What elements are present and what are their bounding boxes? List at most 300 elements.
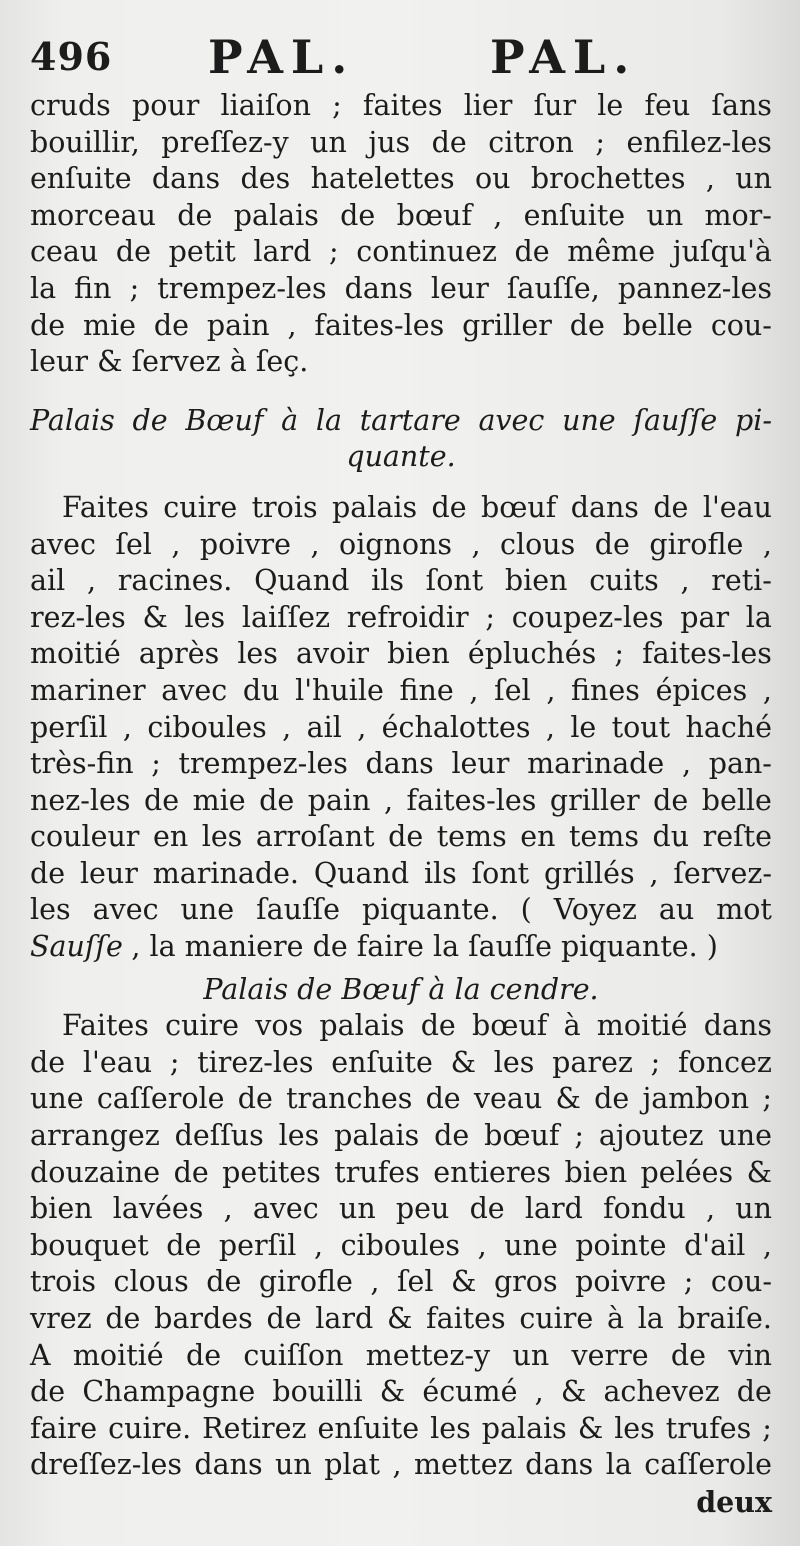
word: dans xyxy=(570,490,639,524)
word: clous xyxy=(113,1265,189,1299)
paragraph-1 xyxy=(30,88,772,381)
text-line xyxy=(30,161,772,198)
text-line xyxy=(30,88,772,125)
word: tems xyxy=(436,820,507,854)
word: Palais xyxy=(30,403,115,437)
word: moitié xyxy=(30,637,121,671)
text-line xyxy=(30,1191,772,1228)
word: tranches xyxy=(286,1082,413,1116)
word: deſſus xyxy=(174,1119,264,1153)
word: reti- xyxy=(711,564,772,598)
word: , xyxy=(282,710,292,744)
word: peu xyxy=(395,1192,450,1226)
text-line xyxy=(30,636,772,673)
word: faites-les xyxy=(406,783,537,817)
word: , xyxy=(370,1265,380,1299)
word: achevez xyxy=(603,1375,720,1409)
word: épices xyxy=(655,673,748,707)
word: de xyxy=(469,1192,505,1226)
word: ſervez- xyxy=(673,856,772,890)
word: poivre xyxy=(575,1265,667,1299)
word: douzaine xyxy=(30,1155,161,1189)
word: tirez-les xyxy=(197,1045,314,1079)
word: clous xyxy=(500,527,576,561)
word: échalottes xyxy=(381,710,531,744)
word: la xyxy=(30,271,57,305)
word: piquante. xyxy=(361,893,499,927)
word: belle xyxy=(701,783,772,817)
word: trois xyxy=(251,490,318,524)
word: après xyxy=(138,637,220,671)
text-line-rest: , la maniere de faire la ſauſſe piquante. ) xyxy=(131,930,718,964)
word: palais xyxy=(331,490,418,524)
word: ſel xyxy=(494,673,531,707)
word: & xyxy=(560,1375,587,1409)
text-line xyxy=(30,1118,772,1155)
word: arroſant xyxy=(255,820,375,854)
word: une xyxy=(504,1228,558,1262)
word: du xyxy=(242,673,280,707)
word: ciboules xyxy=(147,710,267,744)
word: pannez-les xyxy=(617,271,772,305)
word: la xyxy=(315,403,342,437)
word: de xyxy=(132,403,168,437)
word: caſſerole xyxy=(644,1448,772,1482)
word: lier xyxy=(463,89,513,122)
word: refroidir xyxy=(346,600,469,634)
text-line xyxy=(30,929,772,966)
word: de xyxy=(594,1082,630,1116)
word: feu xyxy=(644,89,691,122)
text-line xyxy=(30,856,772,893)
word: Voyez xyxy=(553,893,637,927)
word: tems xyxy=(568,820,639,854)
word: A xyxy=(30,1338,51,1372)
word: ſont xyxy=(425,564,484,598)
text-line xyxy=(30,1301,772,1338)
word: hatelettes xyxy=(310,162,455,196)
word: , xyxy=(762,527,772,561)
word: , xyxy=(680,564,690,598)
word: moitié xyxy=(596,1009,688,1043)
word: , xyxy=(534,1375,544,1409)
word: les xyxy=(184,600,226,634)
text-line xyxy=(30,344,772,381)
word: ceau xyxy=(30,235,99,269)
word: mettez-y xyxy=(365,1338,491,1372)
word: ; xyxy=(169,1045,180,1079)
text-line xyxy=(30,125,772,162)
word: , xyxy=(705,162,715,196)
word: de xyxy=(185,1338,222,1372)
word: petites xyxy=(222,1155,321,1189)
word: haché xyxy=(685,710,772,744)
word: bien xyxy=(387,637,450,671)
word: , xyxy=(493,198,503,232)
word: laiſſez xyxy=(241,600,331,634)
word: un xyxy=(512,1338,550,1372)
word: enſuite xyxy=(331,1045,433,1079)
word: ſel xyxy=(115,527,152,561)
word: pi- xyxy=(735,403,772,437)
text-line xyxy=(30,1411,772,1448)
word: ; xyxy=(574,1119,584,1153)
word: de xyxy=(30,1375,66,1409)
word: de xyxy=(30,856,66,890)
word: trempez-les xyxy=(157,271,327,305)
word: les xyxy=(201,820,243,854)
word: & xyxy=(555,1082,581,1116)
word: , xyxy=(171,527,181,561)
word: mor- xyxy=(704,198,772,232)
word: écumé xyxy=(422,1375,518,1409)
word: mariner xyxy=(30,673,146,707)
word: trempez-les xyxy=(178,747,348,781)
text-line xyxy=(30,1447,772,1484)
word: citron xyxy=(488,125,574,159)
word: à xyxy=(563,1009,581,1043)
word: lard xyxy=(524,1192,583,1226)
word: parez xyxy=(552,1045,633,1079)
word: ; xyxy=(595,125,605,159)
word: palais xyxy=(481,1411,567,1445)
word: du xyxy=(652,820,690,854)
word: , xyxy=(287,308,297,342)
word: dans xyxy=(151,162,221,196)
text-line xyxy=(30,563,772,600)
word: Champagne xyxy=(82,1375,256,1409)
word: , xyxy=(762,1228,772,1262)
word: morceau xyxy=(30,198,156,232)
word: de xyxy=(30,308,66,342)
word: bouillir, xyxy=(30,125,140,159)
word: ajoutez xyxy=(598,1119,704,1153)
word: belle xyxy=(622,308,693,342)
word: une xyxy=(180,893,235,927)
word: quante. xyxy=(346,440,456,474)
word: & xyxy=(97,345,123,379)
word: , xyxy=(546,673,556,707)
word: de xyxy=(143,783,180,817)
catchword: deux xyxy=(696,1484,772,1519)
word: de xyxy=(173,1155,209,1189)
text-line xyxy=(30,439,772,476)
word: entieres xyxy=(433,1155,551,1189)
word: tout xyxy=(611,710,671,744)
word: pan- xyxy=(708,747,772,781)
word: de xyxy=(420,1009,456,1043)
running-head-left: PAL. xyxy=(208,30,356,84)
word: ils xyxy=(371,564,404,598)
word: , xyxy=(705,1192,716,1226)
word: bœuf xyxy=(484,1119,560,1153)
word: palais xyxy=(334,1119,420,1153)
word: trois xyxy=(30,1265,96,1299)
word: dans xyxy=(344,271,413,305)
word: , xyxy=(313,1228,324,1262)
word: ; xyxy=(614,637,624,671)
word: faites-les xyxy=(642,637,772,671)
word: enſuite xyxy=(30,162,132,196)
word: par xyxy=(680,600,730,634)
word: leur xyxy=(451,747,510,781)
word: avec xyxy=(478,403,545,437)
word: ſauſſe, xyxy=(506,271,600,305)
word: de xyxy=(153,308,190,342)
word: cruds xyxy=(30,89,111,122)
word: & xyxy=(379,1375,406,1409)
word: de xyxy=(736,1375,772,1409)
word: de xyxy=(388,820,424,854)
text-line xyxy=(30,819,772,856)
word: bœuf xyxy=(480,490,557,524)
word: & xyxy=(386,1302,413,1335)
word: arrangez xyxy=(30,1119,160,1153)
word: , xyxy=(469,673,479,707)
word: bien xyxy=(30,1192,93,1226)
word: coupez-les xyxy=(511,600,664,634)
word: marinade xyxy=(527,747,665,781)
word: bouilli xyxy=(272,1375,363,1409)
word: ſel xyxy=(397,1265,434,1299)
word: & xyxy=(451,1265,477,1299)
word: ou xyxy=(475,162,511,196)
word: vrez xyxy=(30,1302,92,1335)
word: un xyxy=(646,198,684,232)
word: les xyxy=(430,1411,471,1445)
word: tartare xyxy=(359,403,461,437)
text-line xyxy=(30,403,772,440)
word: ; xyxy=(332,89,342,122)
word: cuiſſon xyxy=(243,1338,344,1372)
word: rez-les xyxy=(30,600,126,634)
word: petit xyxy=(168,235,236,269)
word: une xyxy=(562,403,616,437)
word: ail xyxy=(306,710,342,744)
word: palais xyxy=(319,1009,405,1043)
word: cuire. xyxy=(108,1411,192,1445)
word: , xyxy=(762,673,772,707)
recipe-heading-cendre: Palais de Bœuf à la cendre. xyxy=(203,972,599,1006)
word: avec xyxy=(92,893,159,927)
text-line xyxy=(30,1045,772,1082)
word: foncez xyxy=(678,1045,772,1079)
word: l'eau xyxy=(702,490,772,524)
word: lard xyxy=(315,1302,374,1335)
word: liaiſon xyxy=(220,89,311,122)
word: bien xyxy=(564,1155,628,1189)
word: dans xyxy=(194,1448,263,1482)
word: trufes xyxy=(665,1411,752,1445)
word: d'ail xyxy=(684,1228,746,1262)
word: pain xyxy=(206,308,270,342)
word: la xyxy=(745,600,772,634)
word: de xyxy=(166,1228,202,1262)
word: des xyxy=(240,162,291,196)
word: jambon xyxy=(642,1082,750,1116)
word: les xyxy=(614,1411,655,1445)
word: Bœuf xyxy=(185,403,264,437)
word: en xyxy=(520,820,556,854)
word: de xyxy=(259,783,295,817)
word: avec xyxy=(161,673,228,707)
text-line xyxy=(30,1008,772,1045)
word: pelées xyxy=(640,1155,734,1189)
word: un xyxy=(310,125,347,159)
word: , xyxy=(86,564,97,598)
paragraph-2 xyxy=(30,490,772,929)
word: bœuf xyxy=(396,198,472,232)
word: leur xyxy=(79,856,138,890)
word: épluchés xyxy=(467,637,597,671)
word: très-fin xyxy=(30,747,134,781)
word: jus xyxy=(368,125,411,159)
word: ſauſſe xyxy=(633,403,718,437)
word: Faites xyxy=(62,490,149,524)
word: , xyxy=(681,747,692,781)
word: les xyxy=(493,1045,535,1079)
word: , xyxy=(477,1228,487,1262)
word: dreſſez-les xyxy=(30,1448,182,1482)
word: cuire xyxy=(519,1302,594,1335)
word: ſervez xyxy=(131,345,221,379)
word: fondu xyxy=(603,1192,686,1226)
word: nez-les xyxy=(30,783,131,817)
word: dans xyxy=(703,1009,772,1043)
word: oignons xyxy=(339,527,453,561)
word: ſont xyxy=(471,856,530,890)
word: ; xyxy=(329,235,339,269)
text-line xyxy=(30,746,772,783)
word: l'huile xyxy=(295,673,384,707)
word: ſur xyxy=(533,89,577,122)
word: de xyxy=(266,1302,302,1335)
word: de xyxy=(569,308,605,342)
word: un xyxy=(338,1192,376,1226)
word: la xyxy=(605,1448,632,1482)
word: gros xyxy=(493,1265,558,1299)
word: & xyxy=(142,600,168,634)
text-line xyxy=(30,490,772,527)
text-line xyxy=(30,234,772,271)
word: bardes xyxy=(154,1302,253,1335)
word: leur xyxy=(430,271,489,305)
word: de xyxy=(30,1045,66,1079)
word: de xyxy=(514,235,550,269)
word: au xyxy=(658,893,695,927)
word: caſſerole xyxy=(96,1082,225,1116)
paragraph-3 xyxy=(30,1008,772,1484)
word: ; xyxy=(683,1265,694,1299)
word: juſqu'à xyxy=(672,235,772,269)
word: moitié xyxy=(72,1338,164,1372)
text-line xyxy=(30,308,772,345)
word: de xyxy=(115,235,151,269)
word: fin xyxy=(74,271,112,305)
word: avec xyxy=(30,527,96,561)
word: plat xyxy=(324,1448,381,1482)
word: & xyxy=(746,1155,772,1189)
word: de xyxy=(431,125,467,159)
word: pour xyxy=(131,89,200,122)
text-line xyxy=(30,1264,772,1301)
page-header xyxy=(30,30,770,86)
word: cou- xyxy=(710,1265,772,1299)
word: bien xyxy=(504,564,568,598)
word: dans xyxy=(525,1448,594,1482)
word: , xyxy=(357,710,367,744)
word: un xyxy=(735,162,772,196)
word: ils xyxy=(423,856,457,890)
word: veau xyxy=(473,1082,543,1116)
word: ſeç. xyxy=(255,345,309,379)
word: cuire xyxy=(163,490,238,524)
cross-reference-term: Sauſſe xyxy=(30,930,123,964)
word: ſans xyxy=(711,89,772,122)
word: poivre xyxy=(199,527,292,561)
word: le xyxy=(570,710,597,744)
word: , xyxy=(122,710,132,744)
text-line xyxy=(30,710,772,747)
word: marinade. xyxy=(152,856,299,890)
word: cuire xyxy=(165,1009,240,1043)
word: même xyxy=(567,235,656,269)
word: & xyxy=(577,1411,604,1445)
word: brochettes xyxy=(530,162,686,196)
word: de xyxy=(237,1082,273,1116)
word: , xyxy=(310,527,320,561)
word: pain xyxy=(307,783,371,817)
word: , xyxy=(223,1192,233,1226)
word: avoir xyxy=(296,637,370,671)
text-line xyxy=(30,1338,772,1375)
word: de xyxy=(670,1338,707,1372)
word: bouquet xyxy=(30,1228,149,1262)
text-line xyxy=(30,527,772,564)
word: un xyxy=(735,1192,772,1226)
word: vin xyxy=(728,1338,772,1372)
word: Quand xyxy=(254,564,350,598)
word: trufes xyxy=(334,1155,420,1189)
word: de xyxy=(340,198,376,232)
word: , xyxy=(383,783,394,817)
word: couleur xyxy=(30,820,140,854)
word: grillés xyxy=(543,856,635,890)
word: cou- xyxy=(710,308,772,342)
word: racines. xyxy=(117,564,233,598)
word: la xyxy=(637,1302,664,1335)
text-line xyxy=(30,1081,772,1118)
word: mot xyxy=(716,893,772,927)
word: ; xyxy=(650,1045,661,1079)
word: perſil xyxy=(218,1228,297,1262)
word: de xyxy=(594,527,630,561)
word: ſauſſe xyxy=(256,893,340,927)
word: & xyxy=(450,1045,476,1079)
word: braiſe. xyxy=(677,1302,772,1335)
word: de xyxy=(206,1265,242,1299)
word: girofle xyxy=(649,527,744,561)
word: , xyxy=(649,856,659,890)
running-head-right: PAL. xyxy=(490,30,638,84)
word: ; xyxy=(762,1411,772,1445)
word: vos xyxy=(255,1009,304,1043)
word: les xyxy=(278,1119,320,1153)
word: à xyxy=(281,403,299,437)
word: Retirez xyxy=(202,1411,307,1445)
word: de xyxy=(653,783,689,817)
word: leur xyxy=(30,345,88,379)
